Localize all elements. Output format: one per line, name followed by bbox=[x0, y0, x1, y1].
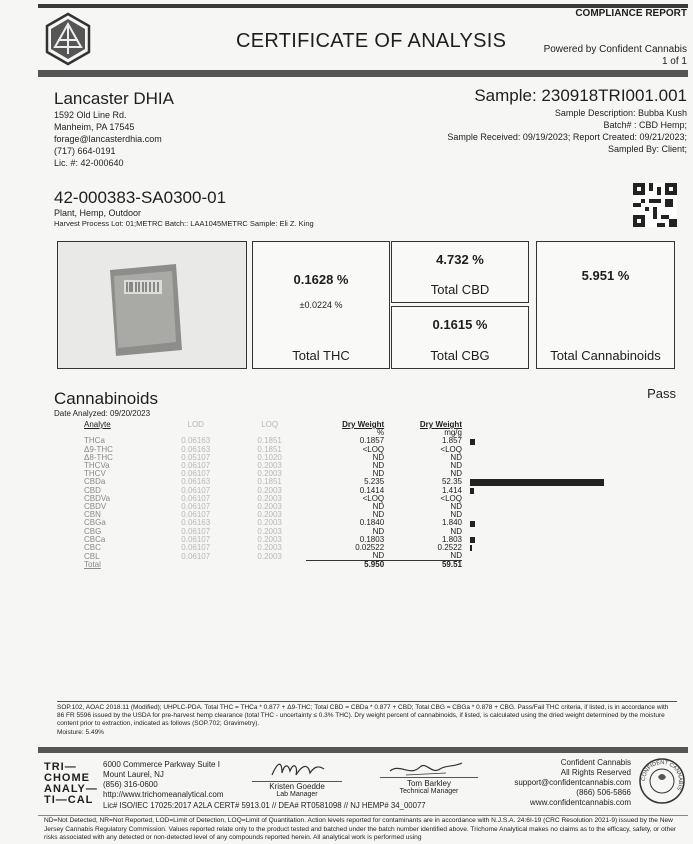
cc-phone: (866) 506-5866 bbox=[576, 788, 631, 797]
sample-details bbox=[447, 108, 687, 155]
sample-description: Sample Description: Bubba Kush bbox=[554, 108, 687, 118]
result-bar-cell bbox=[462, 544, 604, 552]
loq-cell: 0.2003 bbox=[257, 469, 282, 479]
result-bar bbox=[470, 488, 474, 494]
dry-mg-cell: 0.2522 bbox=[437, 543, 462, 553]
analyte-cell: Δ8-THC bbox=[84, 452, 113, 462]
dry-mg-cell: 1.840 bbox=[441, 518, 462, 528]
loq-cell: 0.2003 bbox=[257, 502, 282, 512]
client-address bbox=[54, 110, 162, 169]
result-bar-cell bbox=[462, 519, 604, 527]
dry-mg-cell: ND bbox=[450, 452, 462, 462]
analyte-cell: CBDV bbox=[84, 502, 107, 512]
total-cbg-label: Total CBG bbox=[430, 348, 490, 363]
dry-mg-cell: <LOQ bbox=[440, 493, 462, 503]
signer-1-name: Kristen Goedde bbox=[269, 782, 325, 791]
lod-cell: 0.06107 bbox=[181, 469, 211, 479]
analyte-cell: THCV bbox=[84, 469, 106, 479]
result-bar-cell bbox=[462, 495, 604, 503]
table-header-row bbox=[84, 421, 604, 429]
analyte-cell: CBL bbox=[84, 551, 100, 561]
result-bar-cell bbox=[462, 487, 604, 495]
loq-cell: 0.2003 bbox=[257, 510, 282, 520]
lab-address2: Mount Laurel, NJ bbox=[103, 770, 164, 779]
total-thc-value: 0.1628 % bbox=[293, 272, 349, 287]
analyte-cell: CBD bbox=[84, 485, 101, 495]
total-thc-label: Total THC bbox=[292, 348, 350, 363]
compliance-report-label: COMPLIANCE REPORT bbox=[575, 8, 687, 19]
sample-received: Sample Received: 09/19/2023; Report Created: 09/21/2023; bbox=[447, 132, 687, 142]
cc-rights: All Rights Reserved bbox=[560, 768, 631, 777]
client-address-line2: Manheim, PA 17545 bbox=[54, 122, 135, 132]
dry-mg-cell: ND bbox=[450, 551, 462, 561]
signer-2-role: Technical Manager bbox=[399, 788, 459, 795]
lod-cell bbox=[158, 561, 232, 570]
lod-cell: 0.06107 bbox=[181, 485, 211, 495]
table-row bbox=[84, 478, 604, 486]
total-cbg-value: 0.1615 % bbox=[432, 317, 488, 332]
result-bar bbox=[470, 479, 604, 486]
lod-cell: 0.06163 bbox=[181, 477, 211, 487]
table-row bbox=[84, 470, 604, 478]
lod-cell: 0.06163 bbox=[181, 436, 211, 446]
dry-mg-cell: ND bbox=[450, 510, 462, 520]
result-bar-cell bbox=[462, 462, 604, 470]
lod-cell: 0.06107 bbox=[181, 461, 211, 471]
total-cannabinoids-value: 5.951 % bbox=[581, 268, 630, 283]
loq-cell bbox=[233, 561, 306, 570]
dry-pct-cell: ND bbox=[372, 551, 385, 561]
footer-divider bbox=[38, 815, 688, 816]
table-row bbox=[84, 561, 604, 570]
table-row bbox=[84, 487, 604, 495]
dry-pct-cell: 0.1414 bbox=[359, 485, 385, 495]
lab-phone: (856) 316-0600 bbox=[103, 780, 158, 789]
lod-cell: 0.06107 bbox=[181, 543, 211, 553]
col-dry-mg-unit: mg/g bbox=[444, 428, 462, 438]
cc-web: www.confidentcannabis.com bbox=[530, 798, 631, 807]
total-cbg-box bbox=[391, 306, 529, 369]
dry-mg-cell: 59.51 bbox=[384, 561, 462, 570]
lab-footer-logo bbox=[44, 762, 100, 806]
date-analyzed: Date Analyzed: 09/20/2023 bbox=[54, 409, 151, 418]
result-bar-cell bbox=[462, 561, 604, 570]
dry-pct-cell: <LOQ bbox=[362, 493, 385, 503]
dry-mg-cell: ND bbox=[450, 502, 462, 512]
page-number: 1 of 1 bbox=[661, 56, 687, 67]
loq-cell: 0.2003 bbox=[257, 534, 282, 544]
cannabinoids-status: Pass bbox=[647, 386, 676, 401]
client-email: forage@lancasterdhia.com bbox=[54, 134, 162, 144]
client-address-line1: 1592 Old Line Rd. bbox=[54, 110, 127, 120]
table-row bbox=[84, 552, 604, 561]
product-category: Plant, Hemp, Outdoor bbox=[54, 208, 142, 218]
analyte-cell: CBCa bbox=[84, 534, 106, 544]
table-row bbox=[84, 503, 604, 511]
table-unit-row bbox=[84, 429, 604, 437]
signer-1-role: Lab Manager bbox=[276, 791, 318, 798]
col-dry-pct: Dry Weight bbox=[342, 420, 385, 429]
client-name: Lancaster DHIA bbox=[54, 89, 174, 108]
dry-pct-cell: <LOQ bbox=[362, 444, 385, 454]
lab-web: http://www.trichomeanalytical.com bbox=[103, 790, 224, 799]
total-thc-box bbox=[252, 241, 390, 369]
loq-cell: 0.1851 bbox=[257, 477, 282, 487]
loq-cell: 0.2003 bbox=[257, 551, 282, 561]
dry-pct-cell: ND bbox=[372, 452, 385, 462]
qr-code-icon bbox=[633, 183, 677, 227]
table-row bbox=[84, 454, 604, 462]
dry-mg-cell: ND bbox=[450, 469, 462, 479]
lod-cell: 0.06107 bbox=[181, 493, 211, 503]
result-bar-cell bbox=[462, 446, 604, 454]
confident-cannabis-seal-icon bbox=[638, 757, 686, 805]
dry-pct-cell: 0.1857 bbox=[359, 436, 385, 446]
analyte-cell: CBG bbox=[84, 526, 102, 536]
result-bar bbox=[470, 439, 475, 445]
product-photo bbox=[58, 242, 246, 368]
total-cbd-value: 4.732 % bbox=[436, 252, 484, 267]
result-bar-cell bbox=[462, 437, 604, 445]
dry-mg-cell: ND bbox=[450, 526, 462, 536]
result-bar bbox=[470, 521, 475, 527]
loq-cell: 0.2003 bbox=[257, 493, 282, 503]
dry-mg-cell: <LOQ bbox=[440, 444, 462, 454]
loq-cell: 0.2003 bbox=[257, 518, 282, 528]
lod-cell: 0.06107 bbox=[181, 551, 211, 561]
lod-cell: 0.06107 bbox=[181, 510, 211, 520]
loq-cell: 0.1851 bbox=[257, 444, 282, 454]
result-bar-cell bbox=[462, 503, 604, 511]
table-row bbox=[84, 544, 604, 552]
loq-cell: 0.2003 bbox=[257, 461, 282, 471]
dry-mg-cell: 1.857 bbox=[441, 436, 462, 446]
sample-id: Sample: 230918TRI001.001 bbox=[474, 86, 687, 105]
analyte-cell: CBN bbox=[84, 510, 101, 520]
product-id: 42-000383-SA0300-01 bbox=[54, 188, 227, 207]
dry-pct-cell: 0.02522 bbox=[355, 543, 385, 553]
cannabinoids-rows bbox=[84, 437, 604, 569]
lab-license: Lic# ISO/IEC 17025:2017 A2LA CERT# 5913.01 // DEA# RT0581098 // NJ HEMP# 34_00077 bbox=[103, 801, 426, 810]
table-row bbox=[84, 519, 604, 527]
col-lod: LOD bbox=[187, 420, 204, 429]
loq-cell: 0.2003 bbox=[257, 543, 282, 553]
result-bar-cell bbox=[462, 528, 604, 536]
dry-pct-cell: ND bbox=[372, 510, 385, 520]
dry-pct-cell: ND bbox=[372, 502, 385, 512]
table-row bbox=[84, 536, 604, 544]
cc-email: support@confidentcannabis.com bbox=[514, 778, 631, 787]
dry-pct-cell: 0.1840 bbox=[359, 518, 385, 528]
product-photo-frame bbox=[57, 241, 247, 369]
total-cannabinoids-box bbox=[536, 241, 675, 369]
dry-mg-cell: 52.35 bbox=[441, 477, 462, 487]
result-bar-cell bbox=[462, 454, 604, 462]
dry-pct-cell: 5.950 bbox=[306, 561, 384, 570]
signer-2-name: Tom Barkley bbox=[406, 779, 451, 788]
result-bar-cell bbox=[462, 478, 604, 486]
dry-pct-cell: ND bbox=[372, 526, 385, 536]
col-loq: LOQ bbox=[261, 420, 279, 429]
loq-cell: 0.1020 bbox=[257, 452, 282, 462]
table-row bbox=[84, 462, 604, 470]
col-dry-pct-unit: % bbox=[377, 428, 385, 438]
analyte-cell: Δ9-THC bbox=[84, 444, 113, 454]
notes-divider bbox=[57, 701, 677, 702]
analyte-cell: THCVa bbox=[84, 461, 110, 471]
col-analyte: Analyte bbox=[84, 420, 111, 429]
dry-mg-cell: 1.414 bbox=[441, 485, 462, 495]
analyte-cell: CBC bbox=[84, 543, 101, 553]
total-thc-uncertainty: ±0.0224 % bbox=[299, 300, 343, 310]
page-title: CERTIFICATE OF ANALYSIS bbox=[236, 30, 507, 52]
lab-logo-icon bbox=[44, 12, 92, 66]
cc-contact bbox=[514, 758, 631, 808]
lod-cell: 0.06163 bbox=[181, 518, 211, 528]
table-row bbox=[84, 437, 604, 445]
col-dry-mg: Dry Weight bbox=[419, 420, 462, 429]
analyte-cell: CBGa bbox=[84, 518, 106, 528]
table-row bbox=[84, 528, 604, 536]
result-bar-cell bbox=[462, 511, 604, 519]
dry-mg-cell: 1.803 bbox=[441, 534, 462, 544]
result-bar-cell bbox=[462, 552, 604, 561]
lab-contact bbox=[103, 760, 224, 800]
powered-by: Powered by Confident Cannabis bbox=[543, 44, 687, 55]
cannabinoids-table bbox=[84, 421, 604, 570]
sample-batch: Batch# : CBD Hemp; bbox=[603, 120, 687, 130]
cc-name: Confident Cannabis bbox=[560, 758, 631, 767]
moisture-note: Moisture: 5.49% bbox=[57, 729, 104, 736]
total-cbd-label: Total CBD bbox=[430, 282, 490, 297]
table-row bbox=[84, 511, 604, 519]
dry-mg-cell: ND bbox=[450, 461, 462, 471]
dry-pct-cell: 5.235 bbox=[364, 477, 385, 487]
lab-address1: 6000 Commerce Parkway Suite I bbox=[103, 760, 220, 769]
harvest-info: Harvest Process Lot: 01;METRC Batch:: LAA1045METRC Sample: Eli Z. King bbox=[54, 219, 314, 228]
result-bar bbox=[470, 545, 472, 551]
loq-cell: 0.1851 bbox=[257, 436, 282, 446]
dry-pct-cell: ND bbox=[372, 469, 385, 479]
signature-2-line bbox=[380, 777, 478, 778]
cannabinoids-title: Cannabinoids bbox=[54, 389, 158, 408]
table-row bbox=[84, 446, 604, 454]
total-cbd-box bbox=[391, 241, 529, 303]
result-bar-cell bbox=[462, 470, 604, 478]
analyte-cell: THCa bbox=[84, 436, 105, 446]
loq-cell: 0.2003 bbox=[257, 485, 282, 495]
analyte-cell: CBDa bbox=[84, 477, 106, 487]
lod-cell: 0.05107 bbox=[181, 452, 211, 462]
lod-cell: 0.06163 bbox=[181, 444, 211, 454]
lod-cell: 0.06107 bbox=[181, 502, 211, 512]
client-license: Lic. #: 42-000640 bbox=[54, 158, 124, 168]
loq-cell: 0.2003 bbox=[257, 526, 282, 536]
method-note: SOP.102, AOAC 2018.11 (Modified); UHPLC-PDA. Total THC = THCa * 0.877 + Δ9-THC; Total CBD = CBDa * 0.877 + CBD; Total CBG = CBGa * 0.878 + CBG. Pass/Fail THC criteria, if listed, is in accordance with 86 FR 5596 issued by the USDA for pre-harvest hemp clearance (total THC - uncertainty ≤ 0.3% THC). Dry weight percent of cannabinoids, if listed, is calculated using the dried weight determined by the moisture content prior to extraction, indicated as follows (SOP.702; Gravimetry). bbox=[57, 704, 669, 727]
result-bar-cell bbox=[462, 536, 604, 544]
dry-pct-cell: 0.1803 bbox=[359, 534, 385, 544]
result-bar bbox=[470, 537, 475, 543]
lab-logo-text: TRI— CHOME ANALY— TI—CAL bbox=[44, 761, 98, 806]
analyte-cell: Total bbox=[84, 560, 101, 570]
disclaimer: ND=Not Detected, NR=Not Reported, LOD=Limit of Detection, LOQ=Limit of Quantitation. Action levels reported for contaminants are in accordance with N.J.S.A. 24:6I-19 (CRC Resolution 2021-9) issued by the New Jersey Cannabis Regulatory Commission. Values reported relate only to the product tested and batched under the batch number identified above. Trichome Analytical makes no claims as to the efficacy, safety, or other risks associated with any detected or non-detected level of any compounds reported herein. All analytical work is performed using bbox=[44, 817, 677, 841]
lod-cell: 0.06107 bbox=[181, 534, 211, 544]
total-cannabinoids-label: Total Cannabinoids bbox=[550, 348, 661, 363]
table-row bbox=[84, 495, 604, 503]
seal-text: CONFIDENT CANNABIS bbox=[640, 759, 684, 791]
dry-pct-cell: ND bbox=[372, 461, 385, 471]
lod-cell: 0.06107 bbox=[181, 526, 211, 536]
analyte-cell: CBDVa bbox=[84, 493, 111, 503]
client-phone: (717) 664-0191 bbox=[54, 146, 116, 156]
signature-1-icon bbox=[268, 757, 332, 781]
sample-sampled-by: Sampled By: Client; bbox=[607, 144, 687, 154]
